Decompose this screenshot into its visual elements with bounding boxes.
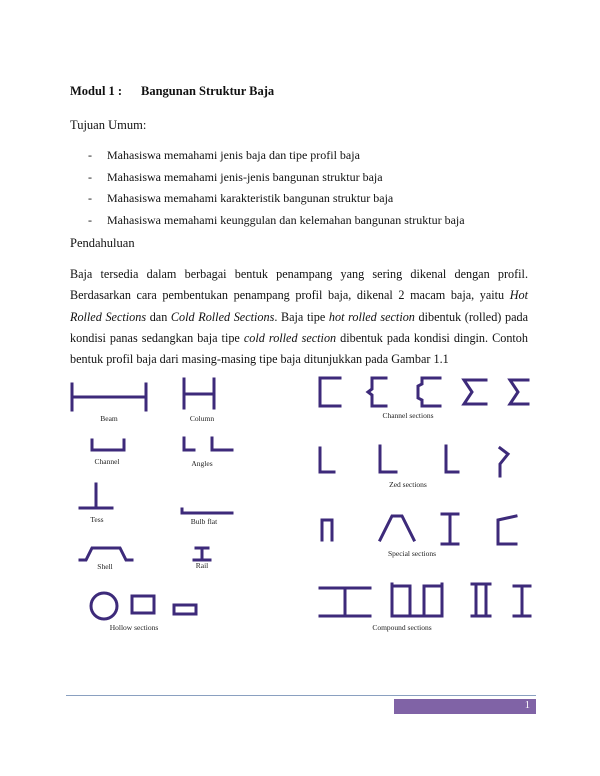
label-hollow-sections: Hollow sections — [109, 623, 159, 632]
objective-text: Mahasiswa memahami keunggulan dan kelemahan bangunan struktur baja — [107, 212, 465, 227]
label-angles: Angles — [191, 459, 213, 468]
footer-divider — [66, 695, 536, 696]
bullet-dash: - — [88, 212, 92, 227]
label-bulb-flat: Bulb flat — [190, 517, 218, 526]
label-channel-sections: Channel sections — [382, 411, 434, 420]
label-tess: Tess — [90, 515, 104, 524]
paragraph-text: . Baja tipe — [274, 309, 329, 324]
shell-shape — [80, 548, 132, 560]
intro-paragraph — [70, 264, 528, 370]
page-number: 1 — [524, 700, 530, 711]
label-shell: Shell — [97, 562, 113, 571]
term-hot-rolled: Hot Rolled Sections — [70, 288, 528, 324]
pendahuluan-heading: Pendahuluan — [70, 236, 135, 250]
module-heading — [70, 84, 275, 99]
paragraph-text: dibentuk (rolled) pada kondisi panas sedangkan baja tipe — [70, 309, 528, 345]
paragraph-text: dan — [146, 309, 171, 324]
module-label: Modul 1 : — [70, 84, 123, 98]
hollow-sections-shape — [91, 593, 196, 619]
zed-sections-shape — [320, 446, 508, 476]
bullet-dash: - — [88, 169, 92, 184]
beam-shape — [72, 384, 146, 410]
list-item — [88, 148, 465, 170]
term-hot-rolled-lc: hot rolled section — [328, 309, 415, 324]
term-cold-rolled: Cold Rolled Sections — [170, 309, 275, 324]
objective-text: Mahasiswa memahami jenis-jenis bangunan struktur baja — [107, 169, 383, 184]
tujuan-heading: Tujuan Umum: — [70, 118, 147, 132]
label-compound-sections: Compound sections — [372, 623, 432, 632]
objective-text: Mahasiswa memahami karakteristik bangunan struktur baja — [107, 191, 394, 205]
angles-shape — [184, 438, 232, 450]
label-column: Column — [189, 414, 215, 423]
rail-shape — [194, 548, 210, 560]
term-cold-rolled-lc: cold rolled section — [243, 330, 337, 345]
module-title: Bangunan Struktur Baja — [141, 84, 275, 98]
label-rail: Rail — [195, 561, 209, 570]
page-number-box — [394, 699, 536, 714]
steel-profiles-figure — [62, 376, 546, 640]
label-beam: Beam — [100, 414, 118, 423]
bulb-flat-shape — [182, 509, 232, 513]
compound-sections-shape — [320, 584, 530, 616]
bullet-dash: - — [88, 191, 92, 205]
objectives-list — [88, 148, 465, 234]
label-zed-sections: Zed sections — [389, 480, 427, 489]
list-item — [88, 170, 465, 192]
paragraph-text: Baja tersedia dalam berbagai bentuk penampang yang sering dikenal dengan profil. Berdasarkan cara pembentukan penampang profil baja, dikenal 2 macam baja, yaitu — [70, 267, 528, 303]
bullet-dash: - — [88, 148, 92, 162]
label-channel: Channel — [94, 457, 120, 466]
objective-text: Mahasiswa memahami jenis baja dan tipe profil baja — [107, 148, 360, 162]
list-item — [88, 191, 465, 213]
column-shape — [184, 379, 214, 408]
channel-sections-shape — [320, 378, 528, 406]
tess-shape — [80, 484, 112, 508]
channel-shape — [92, 440, 124, 450]
list-item — [88, 213, 465, 235]
special-sections-shape — [322, 514, 516, 544]
label-special-sections: Special sections — [387, 549, 437, 558]
paragraph-text: dibentuk pada kondisi dingin. Contoh bentuk profil baja dari masing-masing tipe baja ditunjukkan pada Gambar 1.1 — [70, 330, 528, 367]
